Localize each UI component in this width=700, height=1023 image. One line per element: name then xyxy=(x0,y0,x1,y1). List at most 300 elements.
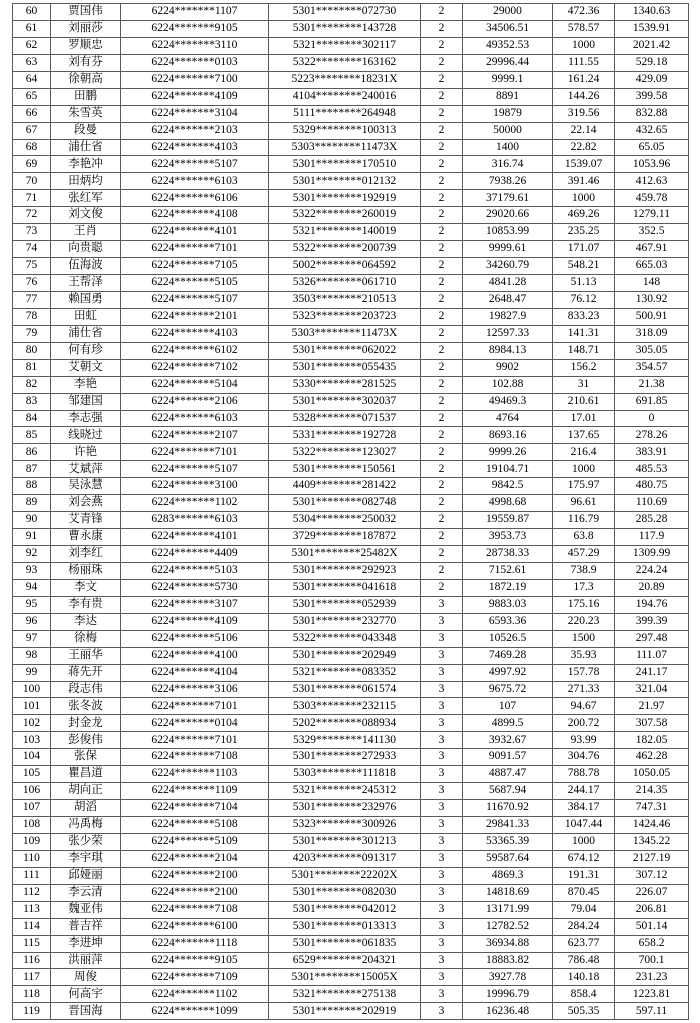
cell-amount-3: 1223.81 xyxy=(615,986,689,1003)
cell-flag: 3 xyxy=(421,698,463,715)
cell-flag: 2 xyxy=(421,4,463,21)
cell-amount-3: 1345.22 xyxy=(615,833,689,850)
cell-card-no: 6224*******5107 xyxy=(121,156,269,173)
cell-amount-3: 529.18 xyxy=(615,54,689,71)
cell-amount-1: 107 xyxy=(463,698,553,715)
cell-row-no: 103 xyxy=(13,732,51,749)
cell-flag: 2 xyxy=(421,512,463,529)
cell-id-no: 5002********064592 xyxy=(269,258,421,275)
cell-amount-1: 4998.68 xyxy=(463,495,553,512)
cell-card-no: 6224*******2107 xyxy=(121,427,269,444)
cell-card-no: 6224*******0103 xyxy=(121,54,269,71)
cell-flag: 3 xyxy=(421,596,463,613)
cell-id-no: 5301********061835 xyxy=(269,935,421,952)
cell-card-no: 6224*******1103 xyxy=(121,766,269,783)
cell-flag: 2 xyxy=(421,275,463,292)
cell-id-no: 5322********163162 xyxy=(269,54,421,71)
cell-name: 冯禹梅 xyxy=(51,817,121,834)
cell-amount-3: 700.1 xyxy=(615,952,689,969)
cell-card-no: 6224*******3100 xyxy=(121,478,269,495)
cell-name: 线晓过 xyxy=(51,427,121,444)
cell-amount-1: 50000 xyxy=(463,122,553,139)
table-row xyxy=(13,325,689,342)
cell-amount-2: 469.26 xyxy=(553,207,615,224)
payment-records-table xyxy=(12,3,689,1020)
cell-name: 张冬波 xyxy=(51,698,121,715)
cell-amount-2: 31 xyxy=(553,376,615,393)
cell-amount-1: 59587.64 xyxy=(463,850,553,867)
cell-flag: 2 xyxy=(421,444,463,461)
cell-flag: 2 xyxy=(421,224,463,241)
cell-name: 李文 xyxy=(51,579,121,596)
cell-card-no: 6224*******5105 xyxy=(121,275,269,292)
cell-amount-3: 241.17 xyxy=(615,664,689,681)
cell-id-no: 5303********232115 xyxy=(269,698,421,715)
cell-id-no: 5328********071537 xyxy=(269,410,421,427)
cell-flag: 2 xyxy=(421,207,463,224)
cell-name: 晋国海 xyxy=(51,1003,121,1020)
table-row xyxy=(13,139,689,156)
cell-amount-1: 316.74 xyxy=(463,156,553,173)
table-row xyxy=(13,664,689,681)
cell-row-no: 117 xyxy=(13,969,51,986)
cell-id-no: 5301********150561 xyxy=(269,461,421,478)
cell-name: 艾斌萍 xyxy=(51,461,121,478)
cell-amount-1: 18883.82 xyxy=(463,952,553,969)
table-body xyxy=(13,4,689,1020)
cell-id-no: 5301********082748 xyxy=(269,495,421,512)
cell-amount-1: 49469.3 xyxy=(463,393,553,410)
table-row xyxy=(13,562,689,579)
cell-amount-1: 34260.79 xyxy=(463,258,553,275)
cell-name: 李达 xyxy=(51,613,121,630)
cell-amount-1: 8891 xyxy=(463,88,553,105)
cell-row-no: 83 xyxy=(13,393,51,410)
cell-amount-2: 191.31 xyxy=(553,867,615,884)
cell-row-no: 74 xyxy=(13,241,51,258)
cell-amount-3: 20.89 xyxy=(615,579,689,596)
cell-flag: 2 xyxy=(421,88,463,105)
table-row xyxy=(13,20,689,37)
cell-id-no: 4203********091317 xyxy=(269,850,421,867)
cell-amount-3: 412.63 xyxy=(615,173,689,190)
cell-card-no: 6224*******9105 xyxy=(121,20,269,37)
cell-name: 段曼 xyxy=(51,122,121,139)
cell-amount-1: 3932.67 xyxy=(463,732,553,749)
table-row xyxy=(13,884,689,901)
table-row xyxy=(13,596,689,613)
cell-flag: 2 xyxy=(421,190,463,207)
cell-row-no: 99 xyxy=(13,664,51,681)
cell-id-no: 5322********043348 xyxy=(269,630,421,647)
cell-amount-3: 285.28 xyxy=(615,512,689,529)
cell-name: 刘会燕 xyxy=(51,495,121,512)
cell-id-no: 5301********302037 xyxy=(269,393,421,410)
cell-amount-3: 21.38 xyxy=(615,376,689,393)
cell-id-no: 5111********264948 xyxy=(269,105,421,122)
cell-row-no: 111 xyxy=(13,867,51,884)
cell-card-no: 6224*******7101 xyxy=(121,444,269,461)
cell-id-no: 5303********11473X xyxy=(269,139,421,156)
table-row xyxy=(13,427,689,444)
cell-name: 徐梅 xyxy=(51,630,121,647)
cell-amount-2: 235.25 xyxy=(553,224,615,241)
cell-amount-2: 216.4 xyxy=(553,444,615,461)
cell-row-no: 84 xyxy=(13,410,51,427)
cell-id-no: 5323********203723 xyxy=(269,308,421,325)
cell-row-no: 63 xyxy=(13,54,51,71)
cell-amount-2: 157.78 xyxy=(553,664,615,681)
cell-amount-2: 858.4 xyxy=(553,986,615,1003)
cell-flag: 3 xyxy=(421,766,463,783)
cell-card-no: 6224*******0104 xyxy=(121,715,269,732)
cell-card-no: 6224*******5104 xyxy=(121,376,269,393)
cell-amount-3: 462.28 xyxy=(615,749,689,766)
table-row xyxy=(13,54,689,71)
cell-amount-2: 51.13 xyxy=(553,275,615,292)
cell-amount-1: 16236.48 xyxy=(463,1003,553,1020)
table-row xyxy=(13,579,689,596)
cell-flag: 2 xyxy=(421,342,463,359)
table-row xyxy=(13,918,689,935)
cell-name: 洪丽萍 xyxy=(51,952,121,969)
cell-amount-3: 1053.96 xyxy=(615,156,689,173)
cell-amount-2: 1000 xyxy=(553,37,615,54)
cell-row-no: 77 xyxy=(13,291,51,308)
cell-flag: 3 xyxy=(421,952,463,969)
cell-amount-1: 3953.73 xyxy=(463,529,553,546)
cell-name: 普吉祥 xyxy=(51,918,121,935)
cell-card-no: 6224*******7101 xyxy=(121,732,269,749)
table-row xyxy=(13,105,689,122)
cell-row-no: 90 xyxy=(13,512,51,529)
cell-flag: 3 xyxy=(421,833,463,850)
cell-amount-1: 9091.57 xyxy=(463,749,553,766)
cell-id-no: 5304********250032 xyxy=(269,512,421,529)
cell-amount-1: 29020.66 xyxy=(463,207,553,224)
cell-row-no: 102 xyxy=(13,715,51,732)
cell-card-no: 6224*******1102 xyxy=(121,495,269,512)
cell-name: 王肖 xyxy=(51,224,121,241)
cell-row-no: 110 xyxy=(13,850,51,867)
cell-card-no: 6224*******3104 xyxy=(121,105,269,122)
cell-amount-1: 7469.28 xyxy=(463,647,553,664)
cell-amount-1: 9675.72 xyxy=(463,681,553,698)
cell-name: 向贵聪 xyxy=(51,241,121,258)
cell-row-no: 73 xyxy=(13,224,51,241)
cell-row-no: 87 xyxy=(13,461,51,478)
cell-card-no: 6224*******9105 xyxy=(121,952,269,969)
cell-card-no: 6224*******7109 xyxy=(121,969,269,986)
cell-card-no: 6224*******1099 xyxy=(121,1003,269,1020)
cell-amount-1: 3927.78 xyxy=(463,969,553,986)
cell-amount-1: 10526.5 xyxy=(463,630,553,647)
cell-flag: 3 xyxy=(421,783,463,800)
cell-name: 何高宇 xyxy=(51,986,121,1003)
table-row xyxy=(13,833,689,850)
cell-name: 浦仕省 xyxy=(51,325,121,342)
cell-flag: 3 xyxy=(421,749,463,766)
cell-card-no: 6224*******6103 xyxy=(121,173,269,190)
cell-name: 李有贵 xyxy=(51,596,121,613)
cell-amount-1: 19996.79 xyxy=(463,986,553,1003)
cell-amount-2: 210.61 xyxy=(553,393,615,410)
cell-flag: 3 xyxy=(421,1003,463,1020)
cell-flag: 3 xyxy=(421,867,463,884)
cell-amount-3: 658.2 xyxy=(615,935,689,952)
table-row xyxy=(13,376,689,393)
cell-amount-1: 8693.16 xyxy=(463,427,553,444)
cell-row-no: 114 xyxy=(13,918,51,935)
cell-card-no: 6224*******4108 xyxy=(121,207,269,224)
cell-amount-3: 501.14 xyxy=(615,918,689,935)
cell-card-no: 6224*******5107 xyxy=(121,291,269,308)
cell-flag: 2 xyxy=(421,325,463,342)
cell-amount-1: 9999.26 xyxy=(463,444,553,461)
cell-card-no: 6283*******6103 xyxy=(121,512,269,529)
cell-row-no: 98 xyxy=(13,647,51,664)
cell-name: 李云清 xyxy=(51,884,121,901)
cell-amount-2: 175.16 xyxy=(553,596,615,613)
cell-card-no: 6224*******5107 xyxy=(121,461,269,478)
cell-flag: 2 xyxy=(421,359,463,376)
cell-name: 胡向正 xyxy=(51,783,121,800)
table-row xyxy=(13,546,689,563)
cell-name: 刘文俊 xyxy=(51,207,121,224)
cell-flag: 2 xyxy=(421,173,463,190)
cell-flag: 2 xyxy=(421,71,463,88)
cell-flag: 2 xyxy=(421,105,463,122)
cell-amount-2: 220.23 xyxy=(553,613,615,630)
cell-flag: 3 xyxy=(421,613,463,630)
table-row xyxy=(13,969,689,986)
cell-row-no: 106 xyxy=(13,783,51,800)
cell-amount-2: 457.29 xyxy=(553,546,615,563)
cell-flag: 2 xyxy=(421,258,463,275)
cell-id-no: 5301********012132 xyxy=(269,173,421,190)
cell-name: 吴泳慧 xyxy=(51,478,121,495)
cell-flag: 3 xyxy=(421,986,463,1003)
cell-row-no: 61 xyxy=(13,20,51,37)
cell-name: 彭俊伟 xyxy=(51,732,121,749)
cell-id-no: 5322********260019 xyxy=(269,207,421,224)
cell-name: 张少荣 xyxy=(51,833,121,850)
cell-flag: 3 xyxy=(421,630,463,647)
cell-row-no: 75 xyxy=(13,258,51,275)
cell-id-no: 5301********25482X xyxy=(269,546,421,563)
cell-flag: 2 xyxy=(421,562,463,579)
cell-amount-2: 17.01 xyxy=(553,410,615,427)
cell-row-no: 76 xyxy=(13,275,51,292)
cell-name: 徐朝高 xyxy=(51,71,121,88)
cell-amount-2: 738.9 xyxy=(553,562,615,579)
table-row xyxy=(13,207,689,224)
cell-card-no: 6224*******1107 xyxy=(121,4,269,21)
cell-id-no: 5329********141130 xyxy=(269,732,421,749)
cell-name: 何有珍 xyxy=(51,342,121,359)
cell-row-no: 64 xyxy=(13,71,51,88)
table-row xyxy=(13,156,689,173)
cell-amount-1: 29996.44 xyxy=(463,54,553,71)
cell-amount-3: 1340.63 xyxy=(615,4,689,21)
cell-name: 封金龙 xyxy=(51,715,121,732)
cell-amount-2: 116.79 xyxy=(553,512,615,529)
cell-name: 李艳冲 xyxy=(51,156,121,173)
cell-amount-3: 665.03 xyxy=(615,258,689,275)
table-row xyxy=(13,867,689,884)
cell-flag: 3 xyxy=(421,732,463,749)
cell-name: 邹建国 xyxy=(51,393,121,410)
cell-name: 许艳 xyxy=(51,444,121,461)
cell-amount-1: 34506.51 xyxy=(463,20,553,37)
cell-amount-1: 4899.5 xyxy=(463,715,553,732)
cell-amount-3: 321.04 xyxy=(615,681,689,698)
cell-amount-3: 383.91 xyxy=(615,444,689,461)
cell-name: 田虹 xyxy=(51,308,121,325)
table-row xyxy=(13,37,689,54)
cell-amount-2: 22.82 xyxy=(553,139,615,156)
cell-id-no: 5301********15005X xyxy=(269,969,421,986)
cell-id-no: 5331********192728 xyxy=(269,427,421,444)
cell-name: 李志强 xyxy=(51,410,121,427)
cell-amount-1: 7152.61 xyxy=(463,562,553,579)
table-row xyxy=(13,275,689,292)
cell-amount-1: 37179.61 xyxy=(463,190,553,207)
cell-name: 李艳 xyxy=(51,376,121,393)
cell-row-no: 112 xyxy=(13,884,51,901)
table-row xyxy=(13,817,689,834)
cell-amount-3: 111.07 xyxy=(615,647,689,664)
cell-amount-2: 674.12 xyxy=(553,850,615,867)
cell-row-no: 78 xyxy=(13,308,51,325)
table-row xyxy=(13,698,689,715)
cell-name: 邱娅丽 xyxy=(51,867,121,884)
cell-row-no: 72 xyxy=(13,207,51,224)
cell-id-no: 5301********143728 xyxy=(269,20,421,37)
cell-id-no: 5301********22202X xyxy=(269,867,421,884)
table-row xyxy=(13,1003,689,1020)
cell-amount-1: 4887.47 xyxy=(463,766,553,783)
table-row xyxy=(13,952,689,969)
table-row xyxy=(13,461,689,478)
cell-amount-3: 110.69 xyxy=(615,495,689,512)
cell-id-no: 5321********083352 xyxy=(269,664,421,681)
cell-amount-1: 2648.47 xyxy=(463,291,553,308)
cell-id-no: 5321********302117 xyxy=(269,37,421,54)
cell-id-no: 5301********072730 xyxy=(269,4,421,21)
cell-name: 罗顺忠 xyxy=(51,37,121,54)
cell-flag: 3 xyxy=(421,800,463,817)
cell-id-no: 5329********100313 xyxy=(269,122,421,139)
cell-amount-1: 8984.13 xyxy=(463,342,553,359)
cell-row-no: 66 xyxy=(13,105,51,122)
cell-amount-1: 19879 xyxy=(463,105,553,122)
cell-flag: 3 xyxy=(421,901,463,918)
cell-amount-1: 4764 xyxy=(463,410,553,427)
cell-row-no: 62 xyxy=(13,37,51,54)
cell-amount-3: 65.05 xyxy=(615,139,689,156)
cell-amount-1: 12782.52 xyxy=(463,918,553,935)
cell-amount-3: 691.85 xyxy=(615,393,689,410)
cell-id-no: 3503********210513 xyxy=(269,291,421,308)
cell-card-no: 6224*******3106 xyxy=(121,681,269,698)
cell-card-no: 6224*******4109 xyxy=(121,88,269,105)
cell-amount-2: 1000 xyxy=(553,190,615,207)
cell-card-no: 6224*******2100 xyxy=(121,884,269,901)
cell-name: 杨丽珠 xyxy=(51,562,121,579)
cell-flag: 2 xyxy=(421,461,463,478)
cell-amount-2: 140.18 xyxy=(553,969,615,986)
cell-amount-1: 9902 xyxy=(463,359,553,376)
cell-name: 田炳均 xyxy=(51,173,121,190)
cell-name: 刘丽莎 xyxy=(51,20,121,37)
cell-amount-1: 1872.19 xyxy=(463,579,553,596)
cell-row-no: 100 xyxy=(13,681,51,698)
cell-id-no: 5321********275138 xyxy=(269,986,421,1003)
cell-amount-2: 786.48 xyxy=(553,952,615,969)
cell-card-no: 6224*******4100 xyxy=(121,647,269,664)
cell-amount-3: 305.05 xyxy=(615,342,689,359)
cell-amount-1: 28738.33 xyxy=(463,546,553,563)
cell-flag: 2 xyxy=(421,241,463,258)
cell-name: 李进坤 xyxy=(51,935,121,952)
cell-row-no: 101 xyxy=(13,698,51,715)
cell-card-no: 6224*******3107 xyxy=(121,596,269,613)
cell-card-no: 6224*******1109 xyxy=(121,783,269,800)
cell-row-no: 116 xyxy=(13,952,51,969)
cell-card-no: 6224*******5109 xyxy=(121,833,269,850)
table-row xyxy=(13,241,689,258)
cell-amount-3: 206.81 xyxy=(615,901,689,918)
cell-amount-1: 53365.39 xyxy=(463,833,553,850)
cell-flag: 3 xyxy=(421,715,463,732)
table-row xyxy=(13,291,689,308)
cell-amount-3: 1424.46 xyxy=(615,817,689,834)
cell-card-no: 6224*******4104 xyxy=(121,664,269,681)
cell-amount-2: 96.61 xyxy=(553,495,615,512)
cell-id-no: 5301********170510 xyxy=(269,156,421,173)
cell-amount-3: 148 xyxy=(615,275,689,292)
table-row xyxy=(13,749,689,766)
cell-amount-1: 19104.71 xyxy=(463,461,553,478)
cell-amount-2: 391.46 xyxy=(553,173,615,190)
cell-amount-2: 94.67 xyxy=(553,698,615,715)
cell-card-no: 6224*******2106 xyxy=(121,393,269,410)
cell-amount-3: 429.09 xyxy=(615,71,689,88)
cell-name: 段志伟 xyxy=(51,681,121,698)
cell-flag: 3 xyxy=(421,664,463,681)
cell-row-no: 80 xyxy=(13,342,51,359)
cell-amount-1: 4997.92 xyxy=(463,664,553,681)
cell-id-no: 5301********041618 xyxy=(269,579,421,596)
cell-amount-3: 459.78 xyxy=(615,190,689,207)
cell-amount-1: 7938.26 xyxy=(463,173,553,190)
cell-row-no: 79 xyxy=(13,325,51,342)
cell-name: 曹永康 xyxy=(51,529,121,546)
cell-flag: 2 xyxy=(421,37,463,54)
cell-amount-3: 307.58 xyxy=(615,715,689,732)
cell-row-no: 91 xyxy=(13,529,51,546)
cell-amount-1: 19827.9 xyxy=(463,308,553,325)
cell-amount-1: 12597.33 xyxy=(463,325,553,342)
cell-flag: 2 xyxy=(421,410,463,427)
cell-amount-1: 36934.88 xyxy=(463,935,553,952)
cell-amount-2: 505.35 xyxy=(553,1003,615,1020)
cell-id-no: 5301********082030 xyxy=(269,884,421,901)
cell-name: 周俊 xyxy=(51,969,121,986)
table-row xyxy=(13,732,689,749)
cell-amount-3: 399.58 xyxy=(615,88,689,105)
